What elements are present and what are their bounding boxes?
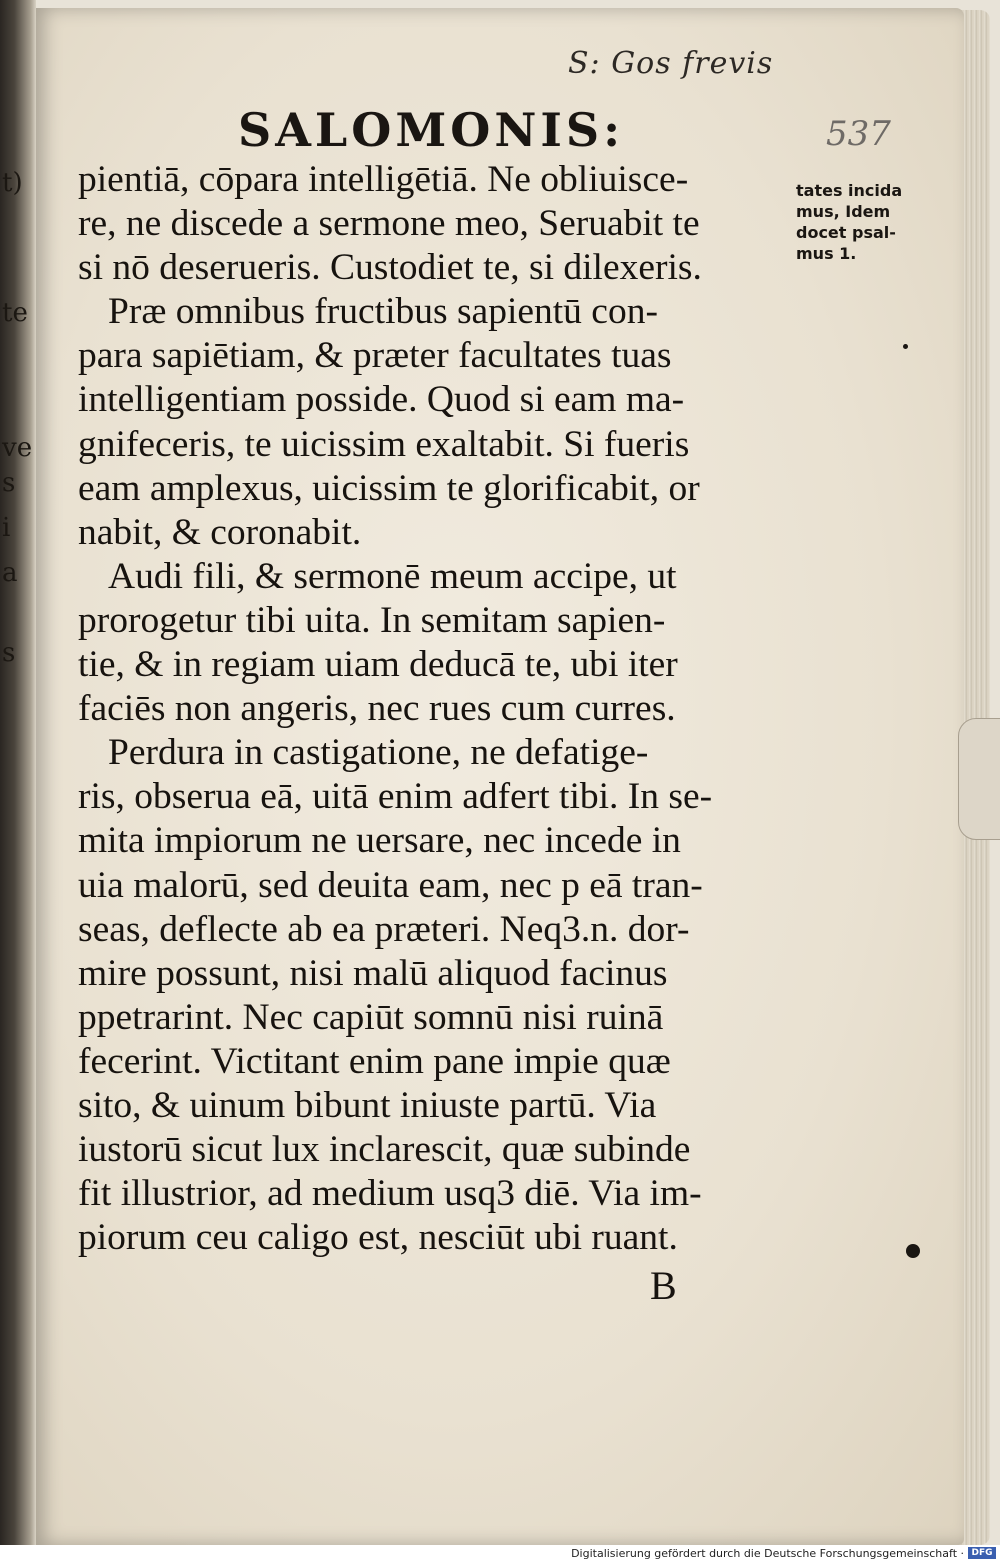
margin-dot [903, 344, 908, 349]
text-line: pientiā, cōpara intelligētiā. Ne obliuisce- [78, 159, 689, 200]
text-line: nabit, & coronabit. [78, 511, 362, 553]
text-line: iustorū sicut lux inclarescit, quæ subinde [78, 1129, 691, 1171]
text-line: para sapiētiam, & præter facultates tuas [78, 335, 672, 377]
page-number: 537 [826, 114, 891, 154]
margin-note-line: tates incida [796, 181, 903, 200]
spine-letter: te [2, 298, 28, 328]
text-line: piorum ceu caligo est, nesciūt ubi ruant. [78, 1217, 678, 1259]
catchword: B [650, 1263, 677, 1308]
handwritten-header: S: Gos frevis [568, 46, 774, 81]
footer-credit: Digitalisierung gefördert durch die Deutsche Forschungsgemeinschaft · [571, 1547, 964, 1560]
margin-note-line: docet psal- [796, 223, 896, 242]
text-line: mire possunt, nisi malū aliquod facinus [78, 952, 668, 994]
margin-dot [906, 1244, 920, 1258]
text-line: ppetrarint. Nec capiūt somnū nisi ruinā [78, 996, 664, 1038]
text-line: Audi fili, & sermonē meum accipe, ut [108, 555, 677, 597]
text-line: re, ne discede a sermone meo, Seruabit te [78, 203, 700, 245]
margin-note [796, 180, 906, 264]
text-line: sito, & uinum bibunt iniuste partū. Via [78, 1084, 657, 1126]
footer-bar [0, 1545, 1000, 1562]
text-line: faciēs non angeris, nec rues cum curres. [78, 688, 676, 730]
spine-letter: a [2, 558, 18, 588]
book-spine [0, 0, 36, 1545]
margin-note-line: mus, Idem [796, 202, 891, 221]
text-line: uia malorū, sed deuita eam, nec p eā tran- [78, 864, 703, 906]
text-line: ris, obserua eā, uitā enim adfert tibi. In se- [78, 776, 713, 818]
spine-letter: s [2, 468, 16, 498]
spine-letter: s [2, 638, 16, 668]
spine-letter: t) [2, 168, 23, 198]
text-line: Perdura in castigatione, ne defatige- [108, 732, 649, 774]
text-line: eam amplexus, uicissim te glorificabit, or [78, 467, 700, 509]
text-line: gnifeceris, te uicissim exaltabit. Si fueris [78, 423, 690, 465]
text-line: si nō deserueris. Custodiet te, si dilexeris. [78, 247, 702, 289]
spine-letter: i [2, 513, 11, 543]
page-tab [958, 718, 1000, 840]
text-line: tie, & in regiam uiam deducā te, ubi iter [78, 644, 678, 686]
text-line: prorogetur tibi uita. In semitam sapien- [78, 599, 666, 641]
spine-letter: ve [2, 433, 33, 463]
text-line: Præ omnibus fructibus sapientū con- [108, 291, 658, 333]
text-line: intelligentiam posside. Quod si eam ma- [78, 379, 685, 421]
body-text [78, 158, 790, 1260]
text-line: fecerint. Victitant enim pane impie quæ [78, 1040, 671, 1082]
text-line: seas, deflecte ab ea præteri. Neq3.n. dor- [78, 908, 690, 950]
dfg-logo: DFG [968, 1547, 996, 1559]
text-line: mita impiorum ne uersare, nec incede in [78, 820, 681, 862]
running-head: SALOMONIS: [238, 103, 625, 157]
text-line: fit illustrior, ad medium usq3 diē. Via im- [78, 1173, 702, 1215]
margin-note-line: mus 1. [796, 244, 857, 263]
